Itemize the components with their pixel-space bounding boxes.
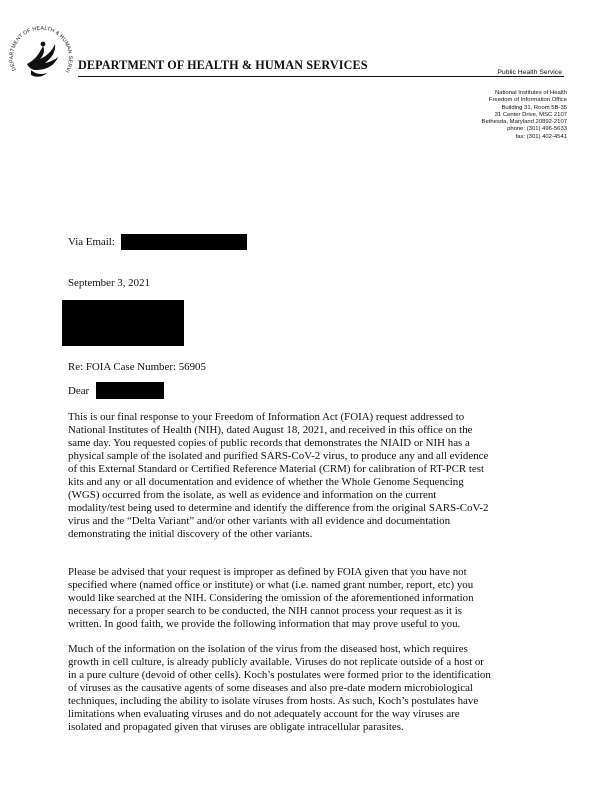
paragraph-line: written. In good faith, we provide the following information that may prove useful to you. [68, 617, 461, 630]
address-line: Freedom of Information Office [488, 97, 567, 104]
paragraph-line: specified where (named office or institute) or what (i.e. named grant number, report, etc) you [68, 578, 474, 591]
department-name: DEPARTMENT OF HEALTH & HUMAN SERVICES [78, 58, 368, 72]
paragraph-line: limitations when evaluating viruses and do not adequately account for the way viruses are [68, 707, 460, 720]
paragraph-line: techniques, including the ability to isolate viruses from hosts. As such, Koch’s postulates have [68, 694, 479, 707]
body-paragraph [68, 643, 548, 734]
paragraph-line: necessary for a proper search to be conducted, the NIH cannot process your request as it is [68, 604, 463, 617]
paragraph-line: physical sample of the isolated and purified SARS-CoV-2 virus, to produce any and all evidence [68, 449, 489, 462]
paragraph-line: of viruses as the causative agents of some diseases and also pre-date modern microbiological [68, 681, 473, 694]
body-paragraph [68, 411, 548, 541]
via-email-label: Via Email: [68, 236, 115, 248]
hhs-seal-icon [9, 20, 73, 88]
redacted-addressee [62, 300, 184, 346]
paragraph-line: growth in cell culture, is already publicly available. Viruses do not replicate outside of a host or [68, 655, 484, 668]
paragraph-line: isolated and propagated given that viruses are obligate intracellular parasites. [68, 720, 404, 733]
paragraph-line: would like searched at the NIH. Considering the omission of the aforementioned information [68, 591, 474, 604]
paragraph-line: demonstrating the initial discovery of the other variants. [68, 527, 313, 540]
redacted-name [96, 382, 164, 399]
re-line: Re: FOIA Case Number: 56905 [68, 361, 206, 373]
address-line: National Institutes of Health [494, 90, 567, 96]
paragraph-line: Much of the information on the isolation of the virus from the diseased host, which requires [68, 643, 468, 655]
service-name: Public Health Service [497, 69, 562, 76]
paragraph-line: virus and the “Delta Variant” and/or other variants with all evidence and documentation [68, 514, 451, 527]
paragraph-line: same day. You requested copies of public records that demonstrates the NIAID or NIH has a [68, 436, 470, 449]
salutation: Dear [68, 385, 90, 397]
paragraph-line: kits and any or all documentation and evidence of whether the Whole Genome Sequencing [68, 475, 464, 488]
address-line: Bethesda, Maryland 20892-2107 [481, 119, 567, 126]
redacted-email [121, 234, 247, 250]
paragraph-line: (WGS) occurred from the isolate, as well as evidence and information on the current [68, 488, 437, 501]
address-line: 31 Center Drive, MSC 2107 [494, 111, 567, 118]
address-line: Building 31, Room 5B-35 [501, 104, 567, 111]
seal-text: DEPARTMENT OF HEALTH & HUMAN SERVI [9, 25, 73, 74]
body-paragraph [68, 566, 548, 631]
paragraph-line: modality/test being used to determine and identify the difference from the original SARS-CoV-2 [68, 501, 489, 514]
paragraph-line: in a pure culture (devoid of other cells). Koch’s postulates were formed prior to the identification [68, 668, 491, 681]
paragraph-line: of this External Standard or Certified Reference Material (CRM) for calibration of RT-PCR test [68, 462, 485, 475]
paragraph-line: National Institutes of Health (NIH), dated August 18, 2021, and received in this office on the [68, 423, 473, 436]
paragraph-line: This is our final response to your Freedom of Information Act (FOIA) request addressed to [68, 411, 465, 423]
letter-date: September 3, 2021 [68, 277, 150, 289]
letterhead-divider [78, 76, 564, 77]
fax-line: fax: (301) 402-4541 [515, 133, 567, 140]
phone-line: phone: (301) 496-5633 [507, 126, 567, 133]
paragraph-line: Please be advised that your request is improper as defined by FOIA given that you have not [68, 566, 467, 578]
office-address [482, 90, 567, 141]
